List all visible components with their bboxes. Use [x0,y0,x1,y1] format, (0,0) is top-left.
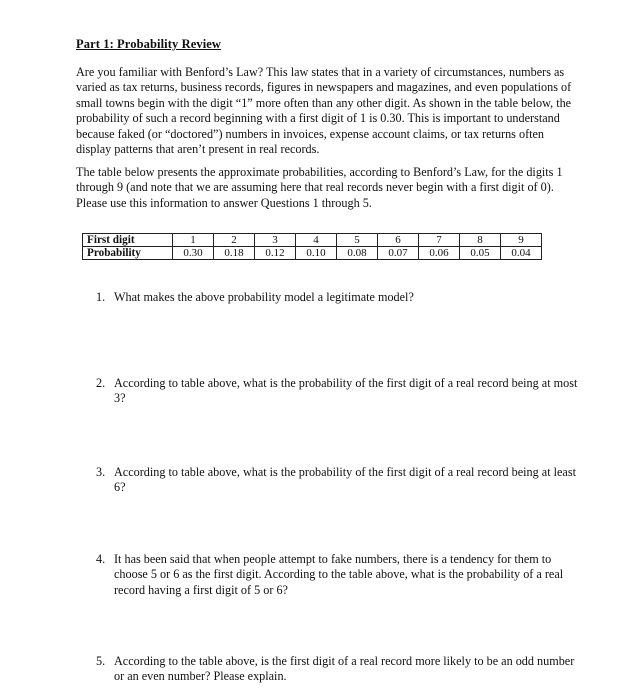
question-5 [96,654,578,685]
question-1 [96,290,578,305]
question-2 [96,376,578,407]
digit-cell: 7 [419,234,460,247]
probability-cell: 0.18 [214,247,255,260]
probability-cell: 0.08 [337,247,378,260]
probability-cell: 0.10 [296,247,337,260]
question-4 [96,552,578,598]
question-text: According to table above, what is the probability of the first digit of a real record being at most 3? [114,376,578,406]
probability-cell: 0.30 [173,247,214,260]
question-number: 3. [96,465,106,479]
question-text: According to the table above, is the first digit of a real record more likely to be an odd number or an even number? Please explain. [114,654,575,684]
question-number: 2. [96,376,106,390]
probability-cell: 0.07 [378,247,419,260]
question-text: What makes the above probability model a legitimate model? [114,290,414,304]
question-number: 5. [96,654,106,668]
question-number: 1. [96,290,106,304]
digit-cell: 6 [378,234,419,247]
section-heading: Part 1: Probability Review [76,37,222,51]
first-digit-label: First digit [83,234,173,247]
probability-label: Probability [83,247,173,260]
digit-cell: 1 [173,234,214,247]
probability-cell: 0.06 [419,247,460,260]
question-text: According to table above, what is the probability of the first digit of a real record being at least 6? [114,465,576,495]
digit-cell: 2 [214,234,255,247]
benford-table [82,233,542,260]
first-digit-row [83,234,542,247]
digit-cell: 8 [460,234,501,247]
probability-cell: 0.04 [501,247,542,260]
probability-cell: 0.12 [255,247,296,260]
probability-row [83,247,542,260]
digit-cell: 5 [337,234,378,247]
question-3 [96,465,578,496]
question-text: It has been said that when people attempt to fake numbers, there is a tendency for them to choose 5 or 6 as the first digit. According to the table above, what is the probability of a real record having a first digit of 5 or 6? [114,552,564,597]
question-number: 4. [96,552,106,566]
digit-cell: 9 [501,234,542,247]
table-intro-paragraph: The table below presents the approximate probabilities, according to Benford’s Law, for the digits 1 through 9 (and note that we are assuming here that real records never begin with a first digit of 0). Please use this information to answer Questions 1 through 5. [76,165,563,210]
digit-cell: 3 [255,234,296,247]
probability-cell: 0.05 [460,247,501,260]
intro-paragraph: Are you familiar with Benford’s Law? This law states that in a variety of circumstances, numbers as varied as tax returns, business records, figures in newspapers and magazines, and even populations of small towns begin with the digit “1” more often than any other digit. As shown in the table below, the probability of such a record beginning with a first digit of 1 is 0.30. This is important to understand because faked (or “doctored”) numbers in invoices, expense account claims, or tax returns often display patterns that aren’t present in real records. [76,65,572,157]
digit-cell: 4 [296,234,337,247]
